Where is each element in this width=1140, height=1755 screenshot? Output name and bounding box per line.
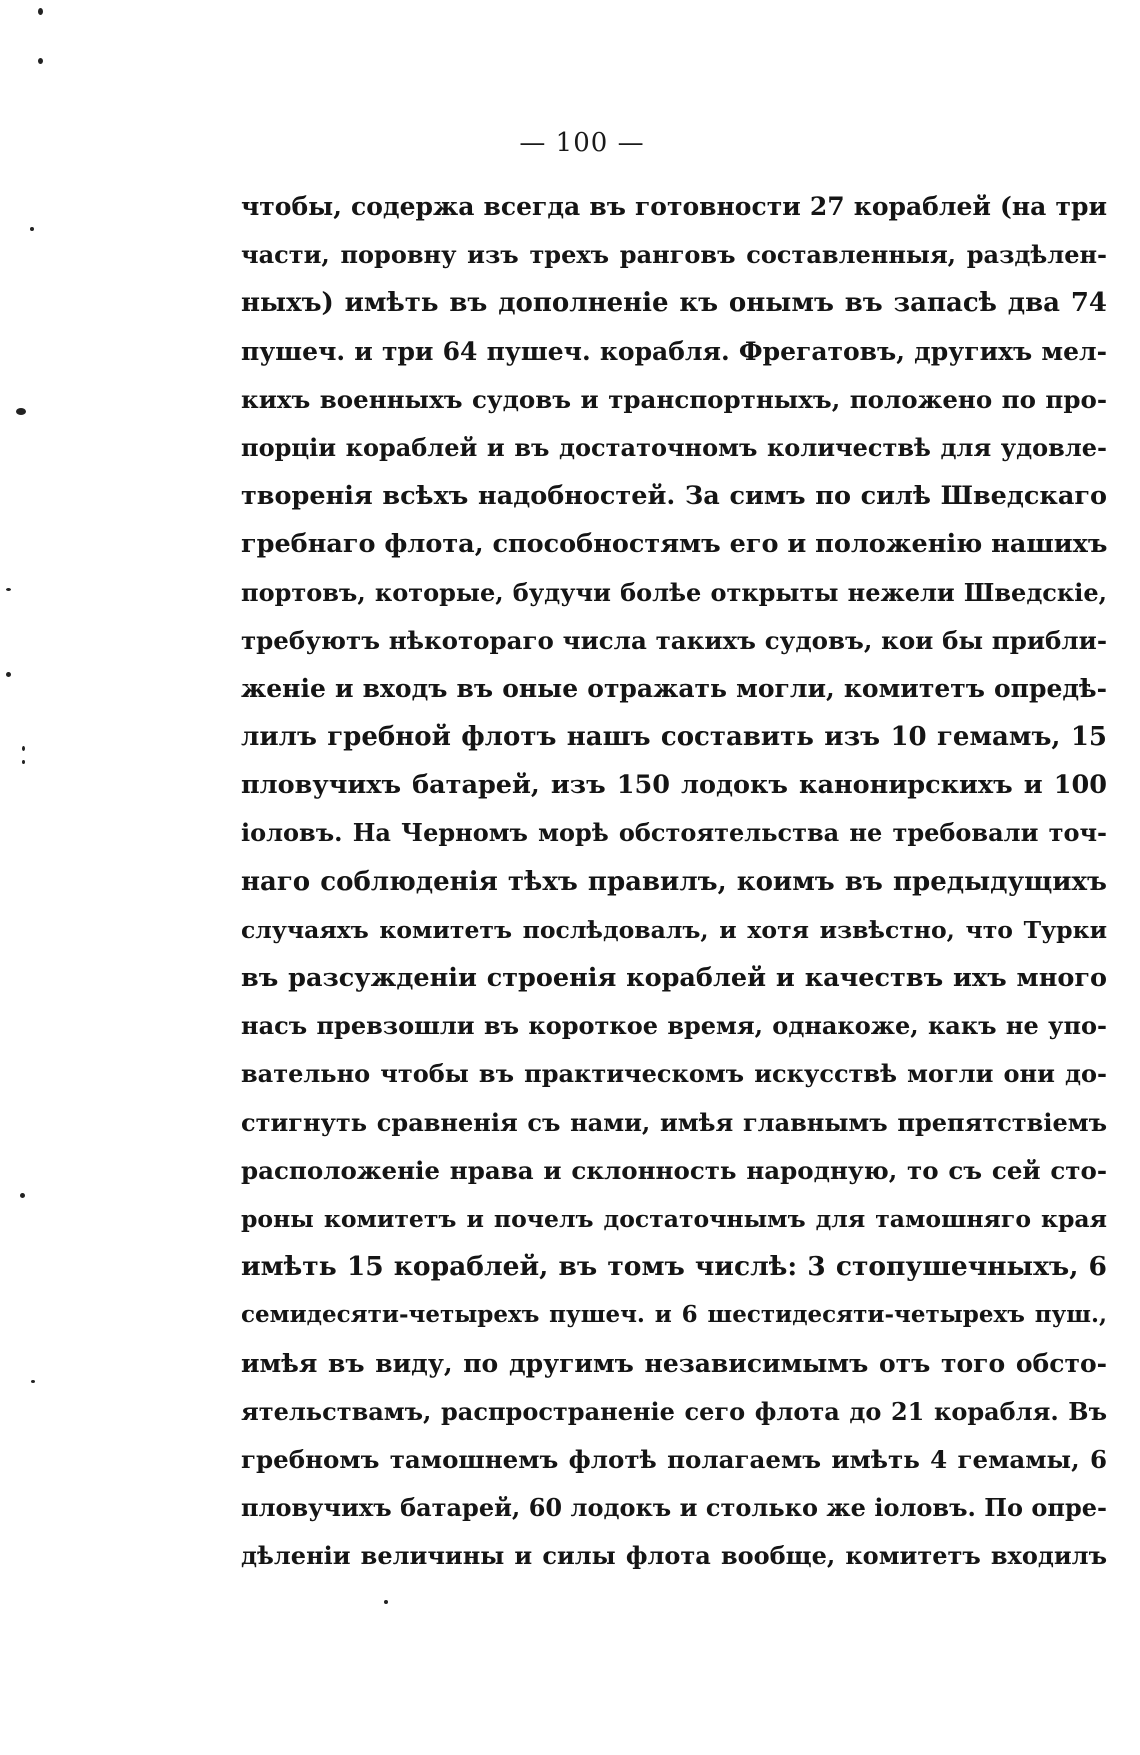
scan-speck bbox=[22, 760, 25, 764]
scan-speck bbox=[384, 1600, 388, 1604]
text-line: лилъ гребной флотъ нашъ составить изъ 10 гемамъ, 15 bbox=[241, 722, 1107, 753]
text-line: порціи кораблей и въ достаточномъ количествѣ для удовле- bbox=[241, 432, 1107, 462]
text-line: портовъ, которые, будучи болѣе открыты нежели Шведскіе, bbox=[241, 577, 1107, 607]
text-line: дѣленіи величины и силы флота вообще, комитетъ входилъ bbox=[241, 1541, 1107, 1571]
text-line: требуютъ нѣкотораго числа такихъ судовъ, кои бы прибли- bbox=[241, 625, 1107, 655]
text-line: пловучихъ батарей, изъ 150 лодокъ канонирскихъ и 100 bbox=[241, 770, 1107, 801]
text-line: гребнаго флота, способностямъ его и положенію нашихъ bbox=[241, 529, 1107, 560]
scan-speck bbox=[38, 58, 43, 64]
text-line: части, поровну изъ трехъ ранговъ составленныя, раздѣлен- bbox=[241, 240, 1107, 270]
text-line: ныхъ) имѣть въ дополненіе къ онымъ въ запасѣ два 74 bbox=[241, 288, 1107, 319]
text-line: творенія всѣхъ надобностей. За симъ по силѣ Шведскаго bbox=[241, 481, 1107, 512]
scan-speck bbox=[38, 8, 43, 15]
text-line: женіе и входъ въ оные отражать могли, комитетъ опредѣ- bbox=[241, 673, 1107, 703]
text-line: наго соблюденія тѣхъ правилъ, коимъ въ предыдущихъ bbox=[241, 866, 1107, 897]
scan-speck bbox=[20, 1193, 25, 1198]
text-line: кихъ военныхъ судовъ и транспортныхъ, положено по пpo- bbox=[241, 384, 1107, 414]
scan-speck bbox=[16, 408, 26, 415]
text-line: семидесяти-четырехъ пушеч. и 6 шестидесяти-четырехъ пуш., bbox=[241, 1301, 1107, 1329]
text-line: расположеніе нрава и склонность народную, то съ сей сто- bbox=[241, 1155, 1107, 1185]
text-line: вательно чтобы въ практическомъ искусствѣ могли они до- bbox=[241, 1059, 1107, 1089]
text-line: пушеч. и три 64 пушеч. корабля. Фрегатовъ, другихъ мел- bbox=[241, 336, 1107, 366]
text-line: имѣя въ виду, по другимъ независимымъ отъ того обсто- bbox=[241, 1348, 1107, 1378]
text-line: іоловъ. На Черномъ морѣ обстоятельства не требовали точ- bbox=[241, 818, 1107, 848]
body-text bbox=[241, 183, 1107, 1580]
text-line: насъ превзошли въ короткое время, однакоже, какъ не упо- bbox=[241, 1011, 1107, 1041]
scan-speck bbox=[31, 1380, 35, 1383]
text-line: роны комитетъ и почелъ достаточнымъ для тамошняго края bbox=[241, 1204, 1107, 1233]
scan-speck bbox=[6, 672, 11, 677]
text-line: гребномъ тамошнемъ флотѣ полагаемъ имѣть 4 гемамы, 6 bbox=[241, 1444, 1107, 1474]
text-line: пловучихъ батарей, 60 лодокъ и столько же іоловъ. По опре- bbox=[241, 1493, 1107, 1523]
text-line: случаяхъ комитетъ послѣдовалъ, и хотя извѣстно, что Турки bbox=[241, 915, 1107, 944]
text-line: имѣть 15 кораблей, въ томъ числѣ: 3 стопушечныхъ, 6 bbox=[241, 1251, 1107, 1283]
text-line: ятельствамъ, распространеніе сего флота до 21 корабля. Въ bbox=[241, 1396, 1107, 1426]
text-line: въ разсужденіи строенія кораблей и качествъ ихъ много bbox=[241, 963, 1107, 993]
text-line: чтобы, содержа всегда въ готовности 27 кораблей (на три bbox=[241, 192, 1107, 221]
scan-speck bbox=[22, 746, 25, 751]
text-line: стигнуть сравненія съ нами, имѣя главнымъ препятствіемъ bbox=[241, 1107, 1107, 1137]
scan-speck bbox=[30, 227, 34, 231]
scan-speck bbox=[6, 588, 11, 591]
page-number: — 100 — bbox=[519, 128, 645, 158]
